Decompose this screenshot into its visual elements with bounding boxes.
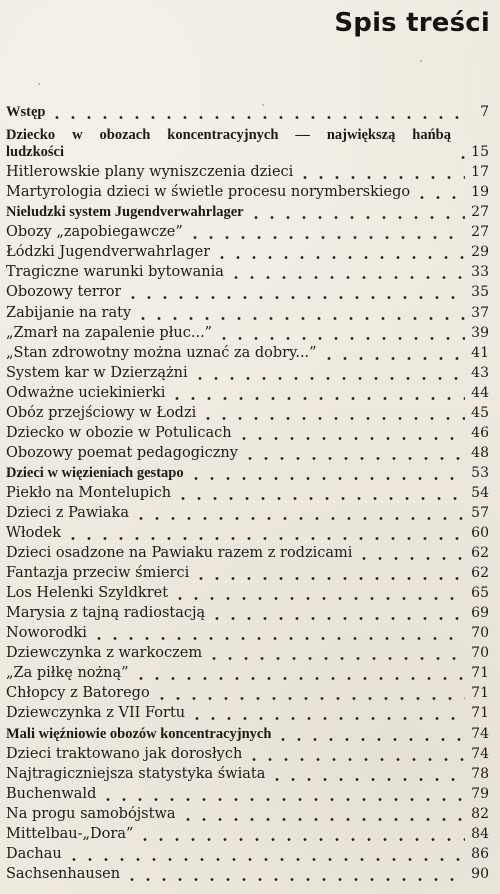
dot-leader — [216, 325, 465, 342]
dot-leader — [188, 465, 465, 482]
toc-section-entry — [6, 181, 489, 201]
dot-leader — [228, 264, 465, 281]
page-number: 19 — [471, 184, 489, 201]
dot-leader — [246, 746, 465, 763]
page-number: 62 — [471, 565, 489, 582]
toc-section-entry — [6, 241, 489, 261]
toc-section-entry — [6, 482, 489, 502]
page-number: 46 — [471, 424, 489, 441]
dot-leader — [169, 385, 465, 402]
toc-section-entry — [6, 562, 489, 582]
toc-chapter-entry — [6, 201, 489, 221]
toc-section-entry — [6, 682, 489, 702]
dot-leader — [124, 866, 465, 883]
entry-title: Dziewczynka z VII Fortu — [6, 705, 186, 722]
page-number: 54 — [471, 484, 489, 501]
paper-speck — [38, 83, 40, 85]
toc-section-entry — [6, 582, 489, 602]
entry-title: Zabijanie na raty — [6, 304, 132, 321]
page-number: 78 — [471, 765, 489, 782]
toc-section-entry — [6, 442, 489, 462]
toc-section-entry — [6, 382, 489, 402]
page-number: 29 — [471, 244, 489, 261]
page-number: 7 — [480, 104, 489, 121]
entry-title: Mali więźniowie obozów koncentracyjnych — [6, 725, 272, 742]
dot-leader — [206, 645, 465, 662]
page-number: 15 — [471, 144, 489, 161]
dot-leader — [180, 806, 465, 823]
dot-leader — [236, 425, 465, 442]
entry-title: Łódzki Jugendverwahrlager — [6, 244, 211, 261]
toc-section-entry — [6, 783, 489, 803]
dot-leader — [172, 585, 465, 602]
paper-speck — [262, 104, 264, 106]
dot-leader — [100, 786, 465, 803]
dot-leader — [133, 505, 465, 522]
dot-leader — [66, 846, 465, 863]
entry-title: Odważne uciekinierki — [6, 384, 166, 401]
toc-section-entry — [6, 763, 489, 783]
paper-speck — [420, 60, 422, 62]
dot-leader — [242, 445, 465, 462]
entry-title: Chłopcy z Batorego — [6, 685, 150, 702]
page-number: 41 — [471, 344, 489, 361]
page-number: 71 — [471, 665, 489, 682]
entry-title: Marysia z tajną radiostacją — [6, 605, 206, 622]
toc-section-entry — [6, 502, 489, 522]
page-number: 35 — [471, 284, 489, 301]
page-number: 60 — [471, 525, 489, 542]
entry-title: Hitlerowskie plany wyniszczenia dzieci — [6, 164, 294, 181]
entry-title: „Za piłkę nożną” — [6, 665, 129, 682]
toc-section-entry — [6, 161, 489, 181]
dot-leader — [189, 705, 465, 722]
entry-title: Mittelbau-„Dora” — [6, 825, 134, 842]
entry-title: „Zmarł na zapalenie płuc...” — [6, 324, 213, 341]
page-number: 39 — [471, 324, 489, 341]
page-number: 86 — [471, 845, 489, 862]
page-number: 57 — [471, 504, 489, 521]
entry-title: Najtragiczniejsza statystyka świata — [6, 765, 266, 782]
dot-leader — [187, 224, 465, 241]
entry-title: Obozy „zapobiegawcze” — [6, 224, 183, 241]
dot-leader — [248, 204, 465, 221]
toc-section-entry — [6, 743, 489, 763]
toc-section-entry — [6, 542, 489, 562]
dot-leader — [65, 525, 465, 542]
toc-chapter-entry — [6, 121, 489, 161]
entry-title: Fantazja przeciw śmierci — [6, 565, 190, 582]
dot-leader — [154, 685, 465, 702]
page-number: 70 — [471, 625, 489, 642]
page-number: 33 — [471, 264, 489, 281]
toc-section-entry — [6, 863, 489, 883]
toc-section-entry — [6, 602, 489, 622]
entry-title: Noworodki — [6, 625, 87, 642]
toc-section-entry — [6, 362, 489, 382]
dot-leader — [125, 284, 465, 301]
page-title: Spis treści — [334, 8, 490, 38]
entry-title: Piekło na Montelupich — [6, 484, 172, 501]
page-number: 65 — [471, 585, 489, 602]
dot-leader — [91, 625, 465, 642]
toc-section-entry — [6, 622, 489, 642]
toc-section-entry — [6, 322, 489, 342]
toc-chapter-entry — [6, 722, 489, 742]
toc-section-entry — [6, 422, 489, 442]
page-number: 82 — [471, 805, 489, 822]
page-number: 27 — [471, 204, 489, 221]
page-number: 70 — [471, 645, 489, 662]
dot-leader — [214, 244, 465, 261]
page-number: 44 — [471, 384, 489, 401]
page-number: 45 — [471, 404, 489, 421]
dot-leader — [193, 565, 465, 582]
entry-title: Dzieci w więzieniach gestapo — [6, 464, 184, 481]
dot-leader — [321, 345, 465, 362]
page-number: 71 — [471, 685, 489, 702]
toc-section-entry — [6, 843, 489, 863]
page-number: 43 — [471, 364, 489, 381]
entry-title: Los Helenki Szyldkret — [6, 585, 169, 602]
dot-leader — [135, 305, 465, 322]
entry-title: Dzieci traktowano jak dorosłych — [6, 745, 243, 762]
page-number: 84 — [471, 825, 489, 842]
dot-leader — [192, 365, 465, 382]
entry-title: Wstęp — [6, 104, 46, 121]
page-number: 37 — [471, 304, 489, 321]
entry-title: Sachsenhausen — [6, 865, 121, 882]
toc-section-entry — [6, 281, 489, 301]
page-number: 69 — [471, 605, 489, 622]
toc-section-entry — [6, 522, 489, 542]
entry-title: Na progu samobójstwa — [6, 805, 176, 822]
entry-title: „Stan zdrowotny można uznać za dobry...” — [6, 344, 317, 361]
toc-chapter-entry — [6, 462, 489, 482]
dot-leader — [356, 545, 465, 562]
entry-title: System kar w Dzierzążni — [6, 364, 188, 381]
toc-section-entry — [6, 823, 489, 843]
toc-section-entry — [6, 402, 489, 422]
dot-leader — [269, 766, 465, 783]
toc-section-entry — [6, 221, 489, 241]
toc-section-entry — [6, 642, 489, 662]
toc-chapter-entry — [6, 101, 489, 121]
toc-section-entry — [6, 261, 489, 281]
page-number: 53 — [471, 464, 489, 481]
page-number: 62 — [471, 545, 489, 562]
page-number: 79 — [471, 785, 489, 802]
toc-section-entry — [6, 342, 489, 362]
dot-leader — [275, 726, 465, 743]
entry-title: Dachau — [6, 845, 62, 862]
dot-leader — [133, 665, 465, 682]
dot-leader — [414, 184, 465, 201]
page-number: 74 — [471, 725, 489, 742]
table-of-contents — [6, 101, 489, 883]
page-number: 71 — [471, 705, 489, 722]
entry-title: Obozowy poemat pedagogiczny — [6, 444, 238, 461]
page-number: 27 — [471, 224, 489, 241]
dot-leader — [200, 405, 465, 422]
dot-leader — [297, 164, 465, 181]
toc-section-entry — [6, 301, 489, 321]
entry-title: Dziewczynka z warkoczem — [6, 645, 203, 662]
entry-title: Dziecko w obozie w Potulicach — [6, 424, 232, 441]
entry-title: Nieludzki system Jugendverwahrlager — [6, 204, 244, 221]
entry-title: Włodek — [6, 525, 61, 542]
page-number: 48 — [471, 444, 489, 461]
entry-title: Dzieci osadzone na Pawiaku razem z rodzicami — [6, 545, 353, 562]
dot-leader — [137, 826, 465, 843]
dot-leader — [175, 485, 465, 502]
page-number: 17 — [471, 164, 489, 181]
entry-title: Dziecko w obozach koncentracyjnych — największą hańbą ludzkości — [6, 127, 451, 161]
page-number: 74 — [471, 745, 489, 762]
toc-section-entry — [6, 702, 489, 722]
dot-leader — [455, 144, 465, 161]
entry-title: Tragiczne warunki bytowania — [6, 264, 224, 281]
entry-title: Obozowy terror — [6, 284, 122, 301]
page-number: 90 — [471, 865, 489, 882]
entry-title: Martyrologia dzieci w świetle procesu norymberskiego — [6, 184, 411, 201]
entry-title: Dzieci z Pawiaka — [6, 504, 129, 521]
dot-leader — [209, 605, 465, 622]
toc-section-entry — [6, 662, 489, 682]
entry-title: Buchenwald — [6, 785, 97, 802]
entry-title: Obóz przejściowy w Łodzi — [6, 404, 197, 421]
dot-leader — [49, 104, 465, 121]
toc-section-entry — [6, 803, 489, 823]
